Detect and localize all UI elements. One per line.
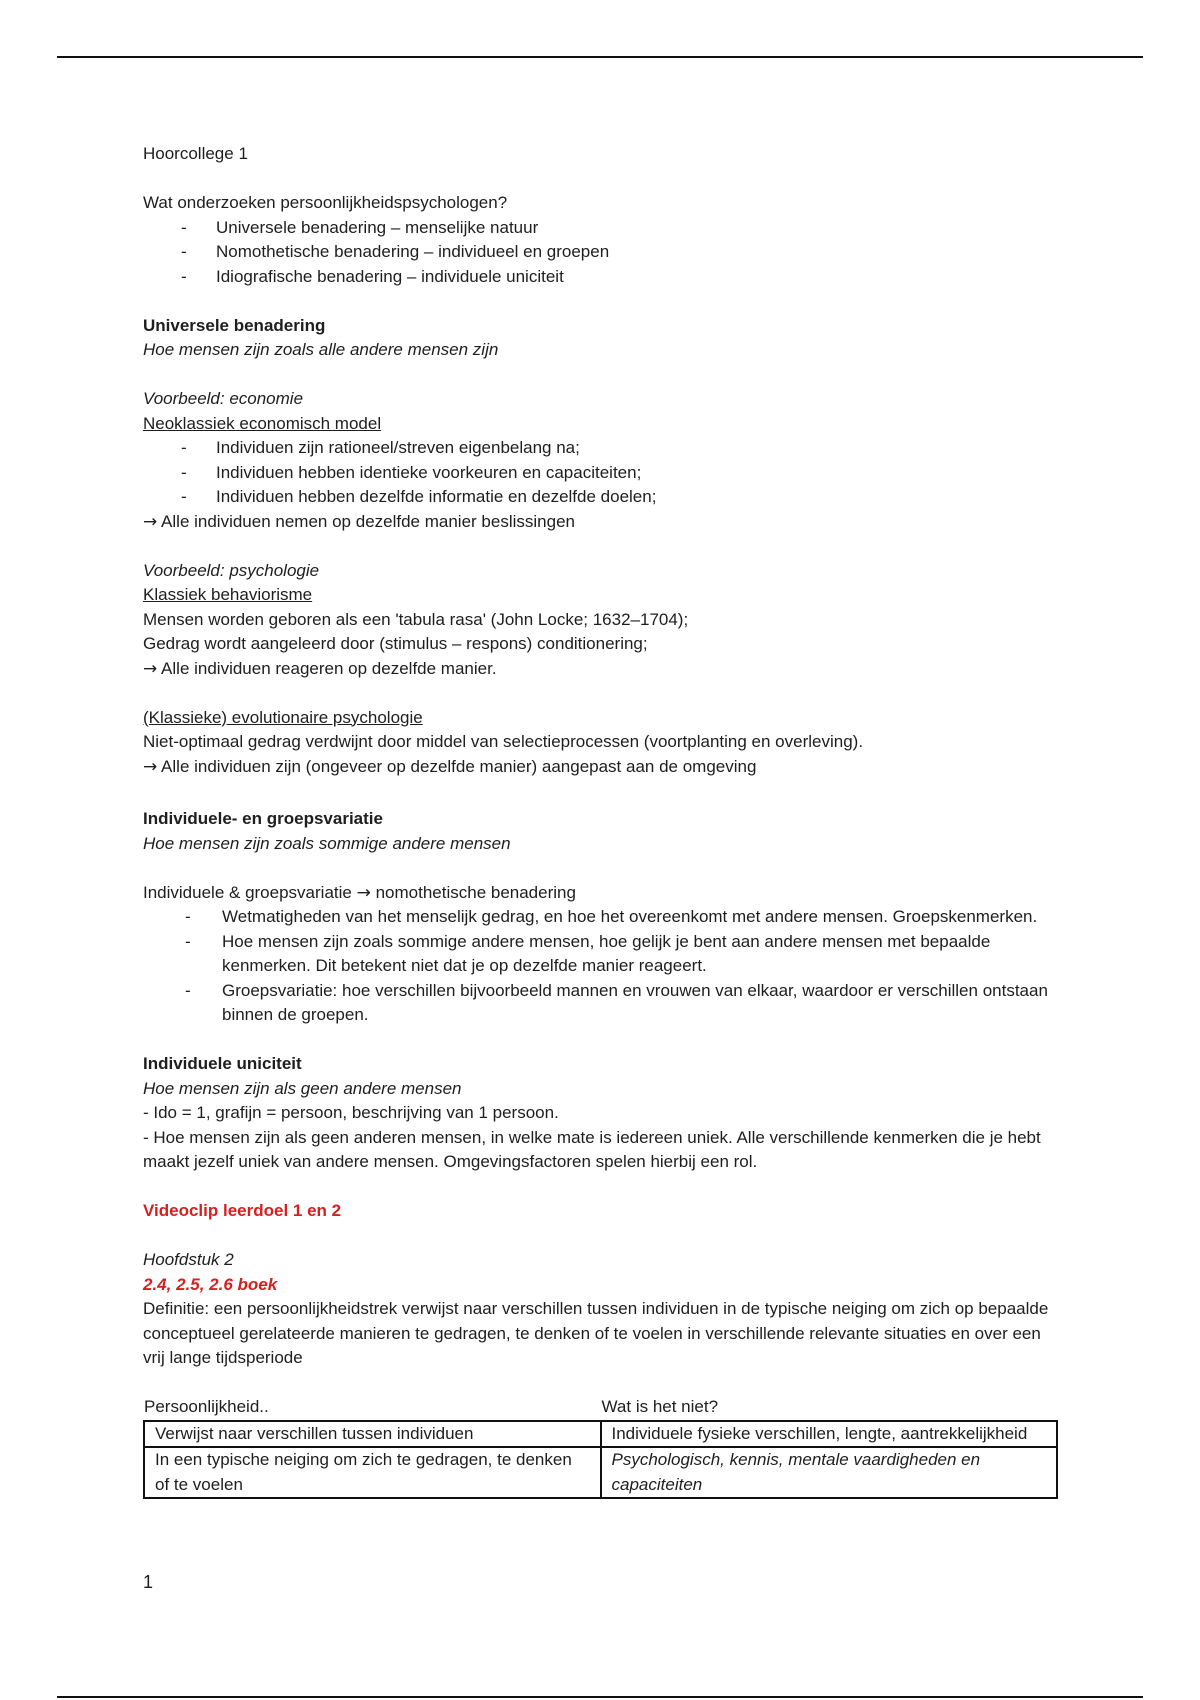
page-number: 1: [143, 1572, 154, 1592]
list-item: - Wetmatigheden van het menselijk gedrag, en hoe het overeenkomt met andere mensen. Groepskenmerken.: [185, 907, 1038, 926]
intro-question: Wat onderzoeken persoonlijkheidspsychologen?: [143, 193, 508, 212]
arrow-right-icon: →: [143, 511, 158, 532]
psych-line-1: Mensen worden geboren als een 'tabula rasa' (John Locke; 1632–1704);: [143, 609, 689, 629]
table-row: [144, 1421, 1057, 1448]
chapter-sections: 2.4, 2.5, 2.6 boek: [143, 1274, 278, 1294]
table-cell: Psychologisch, kennis, mentale vaardigheden en capaciteiten: [601, 1447, 1058, 1498]
econ-list: [143, 436, 1063, 510]
table-row: [144, 1447, 1057, 1498]
group-lead: Individuele & groepsvariatie → nomothetische benadering: [143, 882, 576, 903]
evo-title: (Klassieke) evolutionaire psychologie: [143, 707, 423, 727]
lecture-heading: Hoorcollege 1: [143, 144, 248, 163]
footer-rule: [57, 1696, 1143, 1698]
psych-model-title: Klassiek behaviorisme: [143, 585, 313, 604]
unique-line-1: - Ido = 1, grafijn = persoon, beschrijving van 1 persoon.: [143, 1103, 559, 1122]
definition-text: Definitie: een persoonlijkheidstrek verwijst naar verschillen tussen individuen in de typische neiging om zich op bepaalde conceptueel gerelateerde manieren te gedragen, te denken of te voelen in verschillende relevante situaties en over een vrij lange tijdsperiode: [143, 1299, 1049, 1367]
video-title: Videoclip leerdoel 1 en 2: [143, 1201, 342, 1220]
universal-title: Universele benadering: [143, 315, 326, 335]
psych-example-label: Voorbeeld: psychologie: [143, 560, 320, 580]
list-item: - Individuen hebben dezelfde informatie en dezelfde doelen;: [181, 487, 657, 506]
arrow-right-icon: →: [356, 882, 371, 903]
group-list: [143, 905, 1063, 1028]
list-item: - Groepsvariatie: hoe verschillen bijvoorbeeld mannen en vrouwen van elkaar, waardoor er verschillen ontstaan binnen de groepen.: [185, 980, 1048, 1024]
econ-conclusion: → Alle individuen nemen op dezelfde manier beslissingen: [143, 511, 575, 532]
list-item: - Idiografische benadering – individuele uniciteit: [181, 266, 564, 286]
unique-line-2: - Hoe mensen zijn als geen anderen mensen, in welke mate is iedereen uniek. Alle verschillende kenmerken die je hebt maakt jezelf uniek van andere mensen. Omgevingsfactoren spelen hierbij een rol.: [143, 1127, 1041, 1171]
comparison-table: [143, 1395, 1058, 1499]
evo-conclusion: → Alle individuen zijn (ongeveer op dezelfde manier) aangepast aan de omgeving: [143, 756, 757, 777]
econ-example-label: Voorbeeld: economie: [143, 389, 304, 408]
universal-subtitle: Hoe mensen zijn zoals alle andere mensen zijn: [143, 340, 499, 359]
evo-line-1: Niet-optimaal gedrag verdwijnt door middel van selectieprocessen (voortplanting en overleving).: [143, 732, 864, 751]
intro-list: [143, 216, 1063, 290]
arrow-right-icon: →: [143, 658, 158, 679]
psych-conclusion: → Alle individuen reageren op dezelfde manier.: [143, 658, 497, 679]
header-rule: [57, 56, 1143, 58]
list-item: - Hoe mensen zijn zoals sommige andere mensen, hoe gelijk je bent aan andere mensen met bepaalde kenmerken. Dit betekent niet dat je op dezelfde manier reageert.: [185, 931, 991, 975]
group-subtitle: Hoe mensen zijn zoals sommige andere mensen: [143, 833, 511, 853]
table-cell: In een typische neiging om zich te gedragen, te denken of te voelen: [144, 1447, 601, 1498]
table-cell: Verwijst naar verschillen tussen individuen: [144, 1421, 601, 1448]
list-item: - Universele benadering – menselijke natuur: [181, 217, 539, 237]
unique-title: Individuele uniciteit: [143, 1054, 302, 1073]
econ-model-title: Neoklassiek economisch model: [143, 413, 382, 433]
table-header-left: Persoonlijkheid..: [144, 1397, 269, 1416]
list-item: - Nomothetische benadering – individueel en groepen: [181, 242, 610, 261]
group-title: Individuele- en groepsvariatie: [143, 809, 383, 828]
psych-line-2: Gedrag wordt aangeleerd door (stimulus – respons) conditionering;: [143, 634, 648, 653]
unique-subtitle: Hoe mensen zijn als geen andere mensen: [143, 1078, 462, 1098]
table-cell: Individuele fysieke verschillen, lengte, aantrekkelijkheid: [601, 1421, 1058, 1448]
document-page: [143, 142, 1063, 1499]
table-header-right: Wat is het niet?: [601, 1397, 719, 1416]
list-item: - Individuen hebben identieke voorkeuren en capaciteiten;: [181, 462, 642, 482]
list-item: - Individuen zijn rationeel/streven eigenbelang na;: [181, 438, 580, 457]
arrow-right-icon: →: [143, 756, 158, 777]
chapter-label: Hoofdstuk 2: [143, 1250, 234, 1269]
